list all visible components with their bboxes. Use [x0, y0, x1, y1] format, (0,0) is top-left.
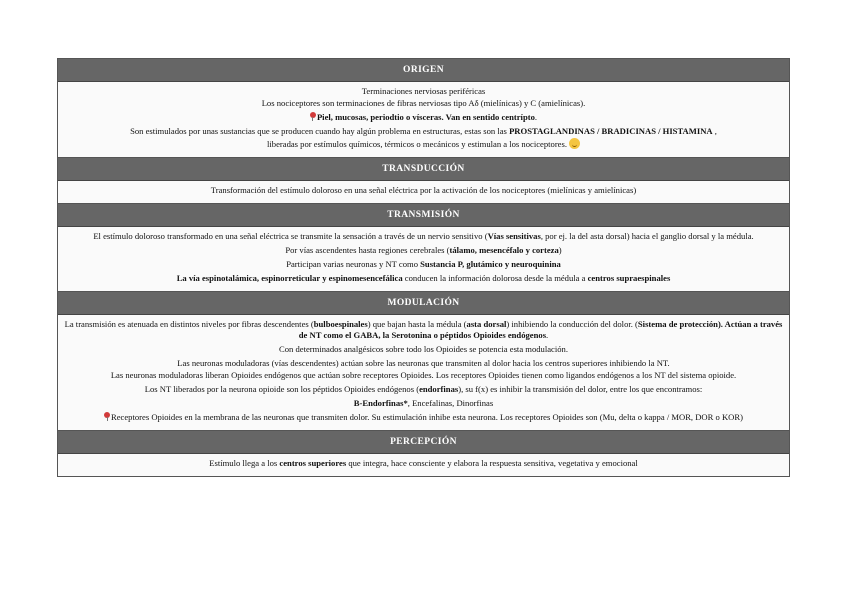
transduccion-line-1: Transformación del estímulo doloroso en una señal eléctrica por la activación de los nociceptores (mielínicas y amielínicas)	[210, 185, 637, 195]
transmision-header: TRANSMISIÓN	[58, 204, 789, 227]
modulacion-line-4	[62, 384, 785, 395]
origen-line-4	[62, 126, 785, 137]
modulacion-l1-bold-1: bulboespinales	[313, 319, 368, 329]
modulacion-line-3a: Las neuronas moduladoras (vías descendentes) actúan sobre las neuronas que transmiten al dolor hacia los centros superiores inhibiendo la NT.	[177, 358, 670, 368]
transmision-line-1	[62, 231, 785, 242]
modulacion-line-6	[62, 412, 785, 423]
percepcion-l1-end: que integra, hace consciente y elabora la respuesta sensitiva, vegetativa y emocional	[346, 458, 638, 468]
transmision-section	[58, 227, 789, 292]
transduccion-section	[58, 181, 789, 204]
modulacion-line-3b: Las neuronas moduladoras liberan Opioides endógenos que actúan sobre receptores Opioides. Los receptores Opioides tienen como ligandos endógenos a los NT del sistema opioide.	[110, 370, 737, 380]
transmision-l3-text: Participan varias neuronas y NT como	[286, 259, 421, 269]
modulacion-l4-bold: endorfinas	[419, 384, 459, 394]
origen-l5-text: liberadas por estímulos químicos, térmicos o mecánicos y estimulan a los nociceptores.	[267, 139, 567, 149]
origen-header: ORIGEN	[58, 59, 789, 82]
transmision-l3-bold: Sustancia P, glutámico y neuroquinina	[420, 259, 561, 269]
origen-line-5	[62, 138, 785, 150]
transduccion-header: TRANSDUCCIÓN	[58, 158, 789, 181]
modulacion-l1-text-b: ) que bajan hasta la médula (	[367, 319, 467, 329]
transmision-l2-text: Por vías ascendentes hasta regiones cerebrales (	[285, 245, 450, 255]
modulacion-l1-end: .	[546, 330, 549, 340]
modulacion-line-1	[62, 319, 785, 341]
percepcion-l1-text: Estímulo llega a los	[209, 458, 280, 468]
modulacion-l6-text: Receptores Opioides en la membrana de las neuronas que transmiten dolor. Su estimulación inhibe esta neurona. Los receptores Opioides son (Mu, delta o kappa / MOR, DOR o KOR)	[111, 412, 743, 422]
modulacion-l1-text-c: ) inhibiendo la conducción del dolor. (	[506, 319, 638, 329]
origen-bold-text: Piel, mucosas, periodtio o vísceras. Van en sentido centrípto	[316, 112, 535, 122]
transmision-l4-text: conducen la información dolorosa desde la médula a	[402, 273, 588, 283]
origen-section	[58, 82, 789, 158]
transmision-l2-end: )	[558, 245, 562, 255]
transmision-line-2	[62, 245, 785, 256]
pin-icon	[104, 412, 110, 421]
origen-l4-text: Son estimulados por unas sustancias que se producen cuando hay algún problema en estructuras, estas son las	[130, 126, 510, 136]
modulacion-l5-bold: B-Endorfinas*	[353, 398, 408, 408]
modulacion-line-2: Con determinados analgésicos sobre todo los Opioides se potencia esta modulación.	[278, 344, 569, 354]
origen-l4-bold: PROSTAGLANDINAS / BRADICINAS / HISTAMINA	[509, 126, 713, 136]
transmision-l1-end: , por ej. la del asta dorsal) hacia el ganglio dorsal y la médula.	[540, 231, 754, 241]
transmision-l1-bold: Vías sensitivas	[487, 231, 541, 241]
modulacion-section	[58, 315, 789, 431]
transmision-l4-bold-2: centros supraespinales	[587, 273, 671, 283]
modulacion-l1-bold-2: asta dorsal	[466, 319, 507, 329]
percepcion-line-1	[62, 458, 785, 469]
percepcion-section	[58, 454, 789, 476]
pain-physiology-table	[57, 58, 790, 477]
pin-icon	[310, 112, 316, 121]
transmision-l4-bold-1: La vía espinotalámica, espinorreticular y espinomesencefálica	[176, 273, 403, 283]
modulacion-l4-end: ), su f(x) es inhibir la transmisión del dolor, entre los que encontramos:	[458, 384, 703, 394]
origen-l4-end: ,	[712, 126, 717, 136]
origen-line-3	[62, 112, 785, 123]
percepcion-l1-bold: centros superiores	[279, 458, 347, 468]
modulacion-l4-text: Los NT liberados por la neurona opioide son los péptidos Opioides endógenos (	[144, 384, 420, 394]
smile-emoji-icon	[569, 138, 580, 149]
modulacion-l1-text-a: La transmisión es atenuada en distintos niveles por fibras descendentes (	[64, 319, 314, 329]
modulacion-line-5	[62, 398, 785, 409]
transmision-line-3	[62, 259, 785, 270]
modulacion-l1-bold-3: Sistema de protección). Actúan a través de NT como el GABA, la Serotonina o péptidos Opioides endógenos	[298, 319, 783, 340]
transmision-line-4	[62, 273, 785, 284]
origen-end-dot: .	[534, 112, 538, 122]
modulacion-l5-text: , Encefalinas, Dinorfinas	[407, 398, 494, 408]
transmision-l2-bold: tálamo, mesencéfalo y corteza	[449, 245, 559, 255]
modulacion-header: MODULACIÓN	[58, 292, 789, 315]
origen-line-2: Los nociceptores son terminaciones de fibras nerviosas tipo Aδ (mielínicas) y C (amielínicas).	[261, 98, 586, 108]
transmision-l1-text: El estímulo doloroso transformado en una señal eléctrica se transmite la sensación a través de un nervio sensitivo (	[93, 231, 488, 241]
percepcion-header: PERCEPCIÓN	[58, 431, 789, 454]
origen-line-1: Terminaciones nerviosas periféricas	[361, 86, 486, 96]
